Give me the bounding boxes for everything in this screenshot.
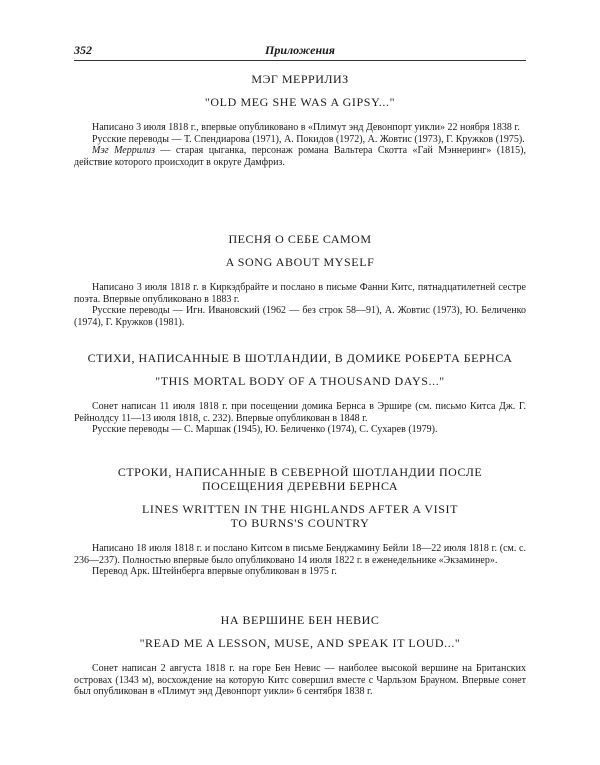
note-paragraph	[74, 145, 526, 168]
section-song-about-myself	[74, 232, 526, 328]
section-subtitle-line-2: TO BURNS'S COUNTRY	[230, 516, 370, 530]
section-subtitle-line-1: LINES WRITTEN IN THE HIGHLANDS AFTER A VISIT	[141, 502, 459, 516]
section-title-line-1: СТРОКИ, НАПИСАННЫЕ В СЕВЕРНОЙ ШОТЛАНДИИ ПОСЛЕ	[117, 465, 483, 479]
note-paragraph: Русские переводы — С. Маршак (1945), Ю. Беличенко (1974), С. Сухарев (1979).	[92, 424, 438, 435]
note-term: Мэг Меррилиз	[92, 145, 155, 156]
note-paragraph: Русские переводы — Т. Спендиарова (1971), А. Покидов (1972), А. Жовтис (1973), Г. Кружков (1975).	[92, 133, 525, 145]
section-title-line-2: ПОСЕЩЕНИЯ ДЕРЕВНИ БЕРНСА	[201, 479, 399, 493]
section-subtitle: "READ ME A LESSON, MUSE, AND SPEAK IT LOUD..."	[139, 636, 461, 650]
note-paragraph: Написано 18 июля 1818 г. и послано Китсом в письме Бенджамину Бейли 18—22 июля 1818 г. (см. с. 236—237). Полностью впервые было опубликовано 14 июля 1822 г. в еженедельнике «Экзаминер».	[74, 543, 526, 566]
section-ben-nevis	[74, 613, 526, 698]
note-paragraph: Написано 3 июля 1818 г., впервые опубликовано в «Плимут энд Девонпорт уикли» 22 ноября 1838 г.	[92, 122, 520, 133]
section-highlands-lines	[74, 465, 526, 578]
section-title: ПЕСНЯ О СЕБЕ САМОМ	[228, 232, 372, 246]
note-paragraph: Написано 3 июля 1818 г. в Киркэдбрайте и послано в письме Фанни Китс, пятнадцатилетней сестре поэта. Впервые опубликовано в 1883 г.	[74, 282, 526, 305]
section-title: СТИХИ, НАПИСАННЫЕ В ШОТЛАНДИИ, В ДОМИКЕ РОБЕРТА БЕРНСА	[87, 351, 513, 365]
note-paragraph: Русские переводы — Игн. Ивановский (1962 — без строк 58—91), А. Жовтис (1973), Ю. Беличенко (1974), Г. Кружков (1981).	[74, 305, 526, 328]
note-paragraph: Перевод Арк. Штейнберга впервые опубликован в 1975 г.	[92, 566, 337, 577]
section-meg-merrilies	[74, 72, 526, 168]
page-number: 352	[74, 43, 92, 57]
section-title: НА ВЕРШИНЕ БЕН НЕВИС	[220, 613, 380, 627]
note-paragraph: Сонет написан 2 августа 1818 г. на горе Бен Невис — наиболее высокой вершине на Британских островах (1343 м), восхождение на которую Китс совершил вместе с Чарльзом Брауном. Впервые сонет был опубликован в «Плимут энд Девонпорт уикли» 6 сентября 1838 г.	[74, 663, 526, 697]
note-text: — старая цыганка, персонаж романа Вальтера Скотта «Гай Мэннеринг» (1815), действие которого происходит в округе Дамфриз.	[74, 145, 526, 168]
section-title: МЭГ МЕРРИЛИЗ	[251, 72, 349, 86]
section-subtitle: "OLD MEG SHE WAS A GIPSY..."	[204, 95, 396, 109]
page-header	[74, 43, 526, 59]
running-title: Приложения	[265, 43, 335, 57]
header-rule	[74, 60, 526, 61]
note-paragraph: Сонет написан 11 июля 1818 г. при посещении домика Бернса в Эршире (см. письмо Китса Дж. Г. Рейнолдсу 11—13 июля 1818, с. 232). Впервые опубликован в 1848 г.	[74, 401, 526, 424]
section-subtitle: "THIS MORTAL BODY OF A THOUSAND DAYS..."	[155, 374, 445, 388]
section-burns-cottage	[74, 351, 526, 436]
section-subtitle: A SONG ABOUT MYSELF	[225, 255, 375, 269]
